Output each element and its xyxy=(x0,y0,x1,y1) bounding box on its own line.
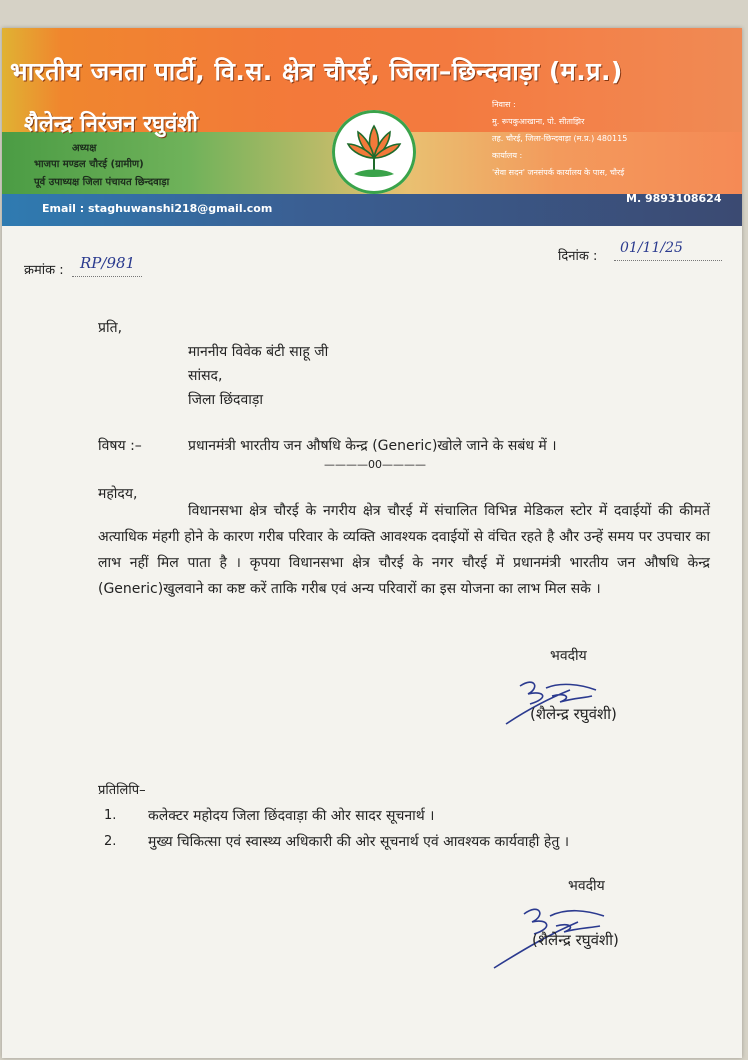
subject-text: प्रधानमंत्री भारतीय जन औषधि केन्द्र (Generic)खोले जाने के सबंध में । xyxy=(188,438,557,454)
party-logo xyxy=(332,110,416,194)
leader-post: अध्यक्ष xyxy=(72,143,97,154)
recipient-district: जिला छिंदवाड़ा xyxy=(188,392,263,408)
copy-item-1-number: 1. xyxy=(104,808,117,823)
bjp-lotus-icon xyxy=(344,120,404,184)
recipient-designation: सांसद, xyxy=(188,368,223,384)
date-value: 01/11/25 xyxy=(620,240,683,256)
letterhead-address xyxy=(492,96,722,181)
office-line: 'सेवा सदन' जनसंपर्क कार्यालय के पास, चौरई xyxy=(492,168,625,177)
reference-number: RP/981 xyxy=(80,254,136,272)
letterhead xyxy=(2,28,742,215)
closing-2: भवदीय xyxy=(568,878,605,894)
copy-item-2-number: 2. xyxy=(104,834,117,849)
date-label: दिनांक : xyxy=(558,249,598,264)
date-dotted-line xyxy=(614,260,722,261)
subject-label: विषय :– xyxy=(98,438,142,454)
copy-item-1-text: कलेक्टर महोदय जिला छिंदवाड़ा की ओर सादर सूचनार्थ । xyxy=(148,808,435,824)
reference-label: क्रमांक : xyxy=(24,263,64,278)
copies-label: प्रतिलिपि– xyxy=(98,783,146,798)
reference-dotted-line xyxy=(72,276,142,277)
party-title: भारतीय जनता पार्टी, वि.स. क्षेत्र चौरई, जिला–छिन्दवाड़ा (म.प्र.) xyxy=(10,57,623,86)
copy-item-2-text: मुख्य चिकित्सा एवं स्वास्थ्य अधिकारी की ओर सूचनार्थ एवं आवश्यक कार्यवाही हेतु । xyxy=(148,834,570,850)
signatory-1-name: (शैलेन्द्र रघुवंशी) xyxy=(530,705,617,723)
salutation: महोदय, xyxy=(98,486,138,502)
mobile-text: M. 9893108624 xyxy=(626,192,722,205)
letter-page xyxy=(2,28,742,1058)
address-line-2: तह. चौरई, जिला-छिन्दवाड़ा (म.प्र.) 480115 xyxy=(492,134,628,143)
recipient-name: माननीय विवेक बंटी साहू जी xyxy=(188,344,329,360)
leader-name: शैलेन्द्र निरंजन रघुवंशी xyxy=(24,112,199,137)
leader-designation: भाजपा मण्डल चौरई (ग्रामीण) xyxy=(34,159,144,170)
closing-1: भवदीय xyxy=(550,648,587,664)
prati-label: प्रति, xyxy=(98,320,123,336)
leader-former-post: पूर्व उपाध्यक्ष जिला पंचायत छिन्दवाड़ा xyxy=(34,177,170,188)
signatory-2-name: (शैलेन्द्र रघुवंशी) xyxy=(532,931,619,949)
address-label: निवास : xyxy=(492,100,516,109)
office-label: कार्यालय : xyxy=(492,151,523,160)
email-text: Email : staghuwanshi218@gmail.com xyxy=(42,202,273,215)
subject-divider: ————00———— xyxy=(324,458,426,471)
body-paragraph: विधानसभा क्षेत्र चौरई के नगरीय क्षेत्र चौरई में संचालित विभिन्न मेडिकल स्टोर में दवाईयों की कीमतें अत्याधिक मंहगी होने के कारण गरीब परिवार के व्यक्ति आवश्यक दवाईयों से वंचित रहते है और उन्हें समय पर उपचार का लाभ नहीं मिल पाता है । कृपया विधानसभा क्षेत्र चौरई के नगर चौरई में प्रधानमंत्री भारतीय जन औषधि केन्द्र (Generic)खुलवाने का कष्ट करें ताकि गरीब एवं अन्य परिवारों का इस योजना का लाभ मिल सके । xyxy=(98,503,710,597)
address-line-1: मु. रूपकुआखाना, पो. सीताझिर xyxy=(492,117,585,126)
